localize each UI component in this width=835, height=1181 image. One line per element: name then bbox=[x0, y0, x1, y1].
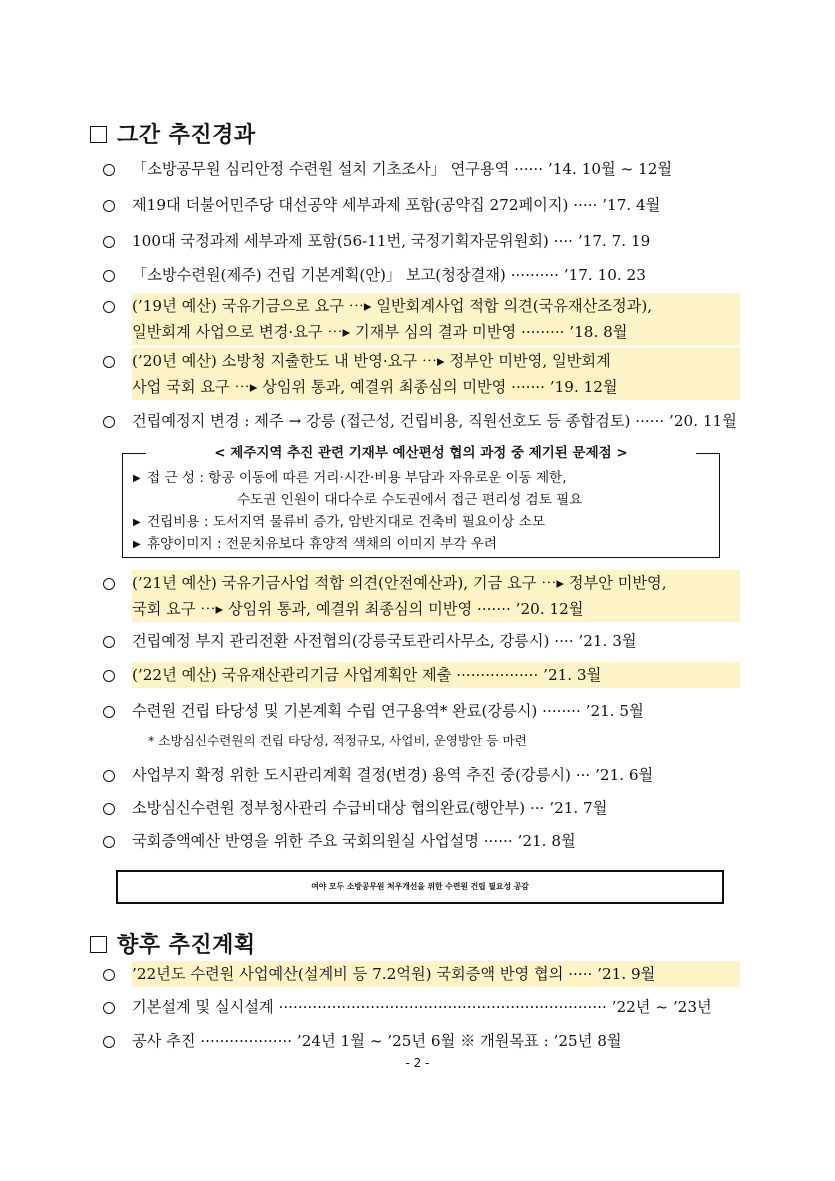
list-item bbox=[100, 698, 740, 724]
list-item bbox=[100, 662, 740, 688]
item-line: 일반회계 사업으로 변경·요구 ⋯▸ 기재부 심의 결과 미반영 ········· ’18. 8월 bbox=[132, 319, 740, 345]
list-item bbox=[100, 348, 740, 400]
circle-bullet-icon bbox=[103, 706, 115, 718]
item-line: 국회 요구 ⋯▸ 상임위 통과, 예결위 최종심의 미반영 ······· ’20. 12월 bbox=[132, 596, 740, 622]
section-title-plan: 향후 추진계획 bbox=[90, 928, 256, 959]
plan-item bbox=[100, 994, 740, 1020]
issue-row: 수도권 인원이 대다수로 수도권에서 접근 편리성 검토 필요 bbox=[237, 492, 583, 508]
circle-bullet-icon bbox=[103, 270, 115, 282]
item-line: 사업 국회 요구 ⋯▸ 상임위 통과, 예결위 최종심의 미반영 ······· ’19. 12월 bbox=[132, 374, 740, 400]
circle-bullet-icon bbox=[103, 578, 115, 590]
circle-bullet-icon bbox=[103, 164, 115, 176]
item-line: (’20년 예산) 소방청 지출한도 내 반영·요구 ⋯▸ 정부안 미반영, 일반회계 bbox=[132, 348, 740, 374]
circle-bullet-icon bbox=[103, 770, 115, 782]
list-item bbox=[100, 795, 740, 821]
circle-bullet-icon bbox=[103, 301, 115, 313]
list-item bbox=[100, 262, 740, 288]
triangle-bullet-icon: ▶ bbox=[133, 473, 141, 484]
checkbox-square-icon bbox=[90, 126, 107, 143]
item-line: 기본설계 및 실시설계 ···································································· ’22년 ~ ’23년 bbox=[132, 998, 712, 1016]
circle-bullet-icon bbox=[103, 636, 115, 648]
issue-row: ▶ 건립비용 : 도서지역 물류비 증가, 암반지대로 건축비 필요이상 소모 bbox=[133, 511, 545, 534]
item-line: 건립예정 부지 관리전환 사전협의(강릉국토관리사무소, 강릉시) ···· ’21. 3월 bbox=[132, 632, 637, 650]
item-line: 국회증액예산 반영을 위한 주요 국회의원실 사업설명 ······ ’21. 8월 bbox=[132, 832, 576, 850]
checkbox-square-icon bbox=[90, 936, 107, 953]
plan-item bbox=[100, 961, 740, 987]
item-line: 수련원 건립 타당성 및 기본계획 수립 연구용역* 완료(강릉시) ········ ’21. 5월 bbox=[132, 702, 644, 720]
list-item bbox=[100, 570, 740, 622]
circle-bullet-icon bbox=[103, 1002, 115, 1014]
circle-bullet-icon bbox=[103, 416, 115, 428]
circle-bullet-icon bbox=[103, 200, 115, 212]
list-item bbox=[100, 156, 740, 182]
item-line: 「소방수련원(제주) 건립 기본계획(안)」 보고(청장결재) ·········· ’17. 10. 23 bbox=[132, 266, 646, 284]
circle-bullet-icon bbox=[103, 1036, 115, 1048]
list-item bbox=[100, 762, 740, 788]
triangle-bullet-icon: ▶ bbox=[133, 539, 141, 550]
item-line: (’21년 예산) 국유기금사업 적합 의견(안전예산과), 기금 요구 ⋯▸ 정부안 미반영, bbox=[132, 570, 740, 596]
circle-bullet-icon bbox=[103, 836, 115, 848]
list-item bbox=[100, 192, 740, 218]
item-line: 공사 추진 ··················· ’24년 1월 ~ ’25년 6월 ※ 개원목표 : ’25년 8월 bbox=[132, 1032, 622, 1050]
list-item bbox=[100, 293, 740, 345]
item-line: (’22년 예산) 국유재산관리기금 사업계획안 제출 ················· ’21. 3월 bbox=[132, 662, 740, 688]
item-line: ’22년도 수련원 사업예산(설계비 등 7.2억원) 국회증액 반영 협의 ····· ’21. 9월 bbox=[132, 961, 740, 987]
item-line: 100대 국정과제 세부과제 포함(56-11번, 국정기획자문위원회) ···· ’17. 7. 19 bbox=[132, 232, 651, 250]
list-item bbox=[100, 828, 740, 854]
summary-box: 여야 모두 소방공무원 처우개선을 위한 수련원 건립 필요성 공감 bbox=[116, 870, 724, 904]
issues-box bbox=[122, 445, 720, 558]
issues-title: < 제주지역 추진 관련 기재부 예산편성 협의 과정 중 제기된 문제점 > bbox=[123, 441, 719, 461]
item-line: 「소방공무원 심리안정 수련원 설치 기초조사」 연구용역 ······ ’14. 10월 ~ 12월 bbox=[132, 160, 673, 178]
circle-bullet-icon bbox=[103, 236, 115, 248]
item-line: 소방심신수련원 정부청사관리 수급비대상 협의완료(행안부) ··· ’21. 7월 bbox=[132, 799, 608, 817]
issue-row: ▶ 휴양이미지 : 전문치유보다 휴양적 색채의 이미지 부각 우려 bbox=[133, 533, 497, 556]
triangle-bullet-icon: ▶ bbox=[133, 517, 141, 528]
circle-bullet-icon bbox=[103, 969, 115, 981]
section-title-progress: 그간 추진경과 bbox=[90, 118, 256, 149]
item-line: 건립예정지 변경 : 제주 → 강릉 (접근성, 건립비용, 직원선호도 등 종합검토) ······ ’20. 11월 bbox=[132, 412, 737, 430]
item-line: 제19대 더불어민주당 대선공약 세부과제 포함(공약집 272페이지) ····· ’17. 4월 bbox=[132, 196, 661, 214]
item-line: (’19년 예산) 국유기금으로 요구 ⋯▸ 일반회계사업 적합 의견(국유재산조정과), bbox=[132, 293, 740, 319]
list-item bbox=[100, 228, 740, 254]
circle-bullet-icon bbox=[103, 803, 115, 815]
plan-item bbox=[100, 1028, 740, 1054]
list-item bbox=[100, 408, 740, 434]
page-number: - 2 - bbox=[405, 1056, 430, 1070]
circle-bullet-icon bbox=[103, 356, 115, 368]
issue-row: ▶ 접 근 성 : 항공 이동에 따른 거리·시간·비용 부담과 자유로운 이동 제한, bbox=[133, 467, 567, 490]
circle-bullet-icon bbox=[103, 670, 115, 682]
list-item bbox=[100, 628, 740, 654]
footnote: * 소방심신수련원의 건립 타당성, 적정규모, 사업비, 운영방안 등 마련 bbox=[148, 733, 527, 748]
item-line: 사업부지 확정 위한 도시관리계획 결정(변경) 용역 추진 중(강릉시) ··· ’21. 6월 bbox=[132, 766, 654, 784]
